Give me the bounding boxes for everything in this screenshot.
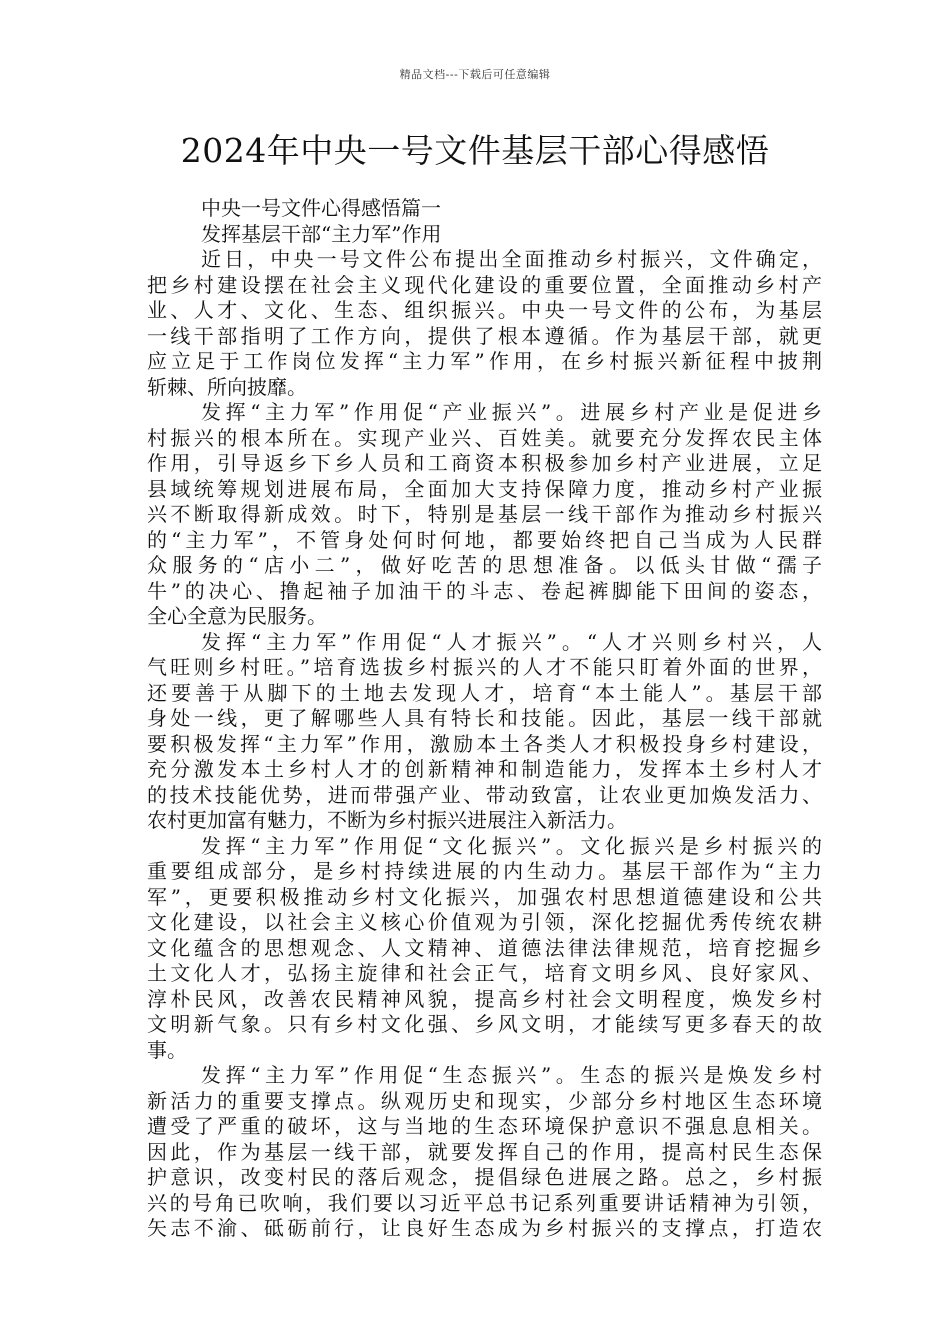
- paragraph-line: 淳朴民风，改善农民精神风貌，提高乡村社会文明程度，焕发乡村: [147, 986, 822, 1011]
- paragraph-line: 作用，引导返乡下乡人员和工商资本积极参加乡村产业进展，立足: [147, 451, 822, 475]
- paragraph-line: 要积极发挥“主力军”作用，激励本土各类人才积极投身乡村建设，: [147, 731, 822, 756]
- paragraph-line: 一线干部指明了工作方向，提供了根本遵循。作为基层干部，就更: [147, 323, 822, 348]
- document-body: [147, 196, 822, 1242]
- paragraph-line: 牛”的决心、撸起袖子加油干的斗志、卷起裤脚能下田间的姿态，: [147, 578, 822, 603]
- paragraph-line: 军”，更要积极推动乡村文化振兴，加强农村思想道德建设和公共: [147, 884, 822, 909]
- paragraph-line: 文明新气象。只有乡村文化强、乡风文明，才能续写更多春天的故: [147, 1012, 822, 1036]
- paragraph: [147, 630, 822, 834]
- subheading-article: 中央一号文件心得感悟篇一: [201, 196, 441, 220]
- paragraph-line: 发挥“主力军”作用促“文化振兴”。文化振兴是乡村振兴的: [201, 833, 822, 858]
- paragraph-line: 兴不断取得新成效。时下，特别是基层一线干部作为推动乡村振兴: [147, 502, 822, 526]
- paragraph-line: 众服务的“店小二”，做好吃苦的思想准备。以低头甘做“孺子: [147, 553, 822, 577]
- document-title: 2024年中央一号文件基层干部心得感悟: [180, 131, 770, 170]
- subheading-topic: 发挥基层干部“主力军”作用: [201, 221, 442, 246]
- paragraph-line: 业、人才、文化、生态、组织振兴。中央一号文件的公布，为基层: [147, 298, 822, 322]
- paragraph-line: 发挥“主力军”作用促“人才振兴”。“人才兴则乡村兴，人: [201, 629, 822, 654]
- paragraph-line: 农村更加富有魅力，不断为乡村振兴进展注入新活力。: [147, 808, 627, 832]
- paragraph-line: 斩棘、所向披靡。: [147, 374, 307, 399]
- paragraph: [147, 400, 822, 630]
- paragraph-line: 遭受了严重的破坏，这与当地的生态环境保护意识不强息息相关。: [147, 1114, 822, 1138]
- paragraph-line: 应立足于工作岗位发挥“主力军”作用，在乡村振兴新征程中披荆: [147, 349, 822, 373]
- paragraph: [147, 834, 822, 1064]
- paragraph-line: 还要善于从脚下的土地去发现人才，培育“本土能人”。基层干部: [147, 680, 822, 705]
- paragraph-line: 矢志不渝、砥砺前行，让良好生态成为乡村振兴的支撑点，打造农: [147, 1216, 822, 1240]
- paragraph-line: 护意识，改变村民的落后观念，提倡绿色进展之路。总之，乡村振: [147, 1165, 822, 1189]
- paragraph-line: 新活力的重要支撑点。纵观历史和现实，少部分乡村地区生态环境: [147, 1088, 822, 1113]
- paragraph-line: 把乡村建设摆在社会主义现代化建设的重要位置，全面推动乡村产: [147, 272, 822, 297]
- paragraph-line: 发挥“主力军”作用促“生态振兴”。生态的振兴是焕发乡村: [201, 1063, 822, 1087]
- header-note: 精品文档---下载后可任意编辑: [399, 68, 551, 81]
- paragraph-line: 身处一线，更了解哪些人具有特长和技能。因此，基层一线干部就: [147, 706, 822, 730]
- paragraph-line: 事。: [147, 1037, 187, 1062]
- paragraph-line: 全心全意为民服务。: [147, 604, 327, 628]
- paragraph-line: 文化蕴含的思想观念、人文精神、道德法律法律规范，培育挖掘乡: [147, 935, 822, 960]
- paragraph-line: 土文化人才，弘扬主旋律和社会正气，培育文明乡风、良好家风、: [147, 961, 822, 985]
- paragraph-line: 文化建设，以社会主义核心价值观为引领，深化挖掘优秀传统农耕: [147, 910, 822, 934]
- paragraph-line: 因此，作为基层一线干部，就要发挥自己的作用，提高村民生态保: [147, 1139, 822, 1164]
- paragraph-line: 气旺则乡村旺。”培育选拔乡村振兴的人才不能只盯着外面的世界，: [147, 655, 822, 679]
- paragraph-line: 的技术技能优势，进而带强产业、带动致富，让农业更加焕发活力、: [147, 782, 822, 807]
- paragraph-line: 村振兴的根本所在。实现产业兴、百姓美。就要充分发挥农民主体: [147, 425, 822, 450]
- paragraph-line: 发挥“主力军”作用促“产业振兴”。进展乡村产业是促进乡: [201, 400, 822, 424]
- paragraph-line: 县域统筹规划进展布局，全面加大支持保障力度，推动乡村产业振: [147, 476, 822, 501]
- paragraph-line: 充分激发本土乡村人才的创新精神和制造能力，发挥本土乡村人才: [147, 757, 822, 781]
- paragraph-line: 兴的号角已吹响，我们要以习近平总书记系列重要讲话精神为引领，: [147, 1190, 822, 1215]
- paragraph-line: 近日，中央一号文件公布提出全面推动乡村振兴，文件确定，: [201, 247, 822, 271]
- paragraph: [147, 247, 822, 400]
- paragraph: [147, 1063, 822, 1242]
- paragraph-line: 重要组成部分，是乡村持续进展的内生动力。基层干部作为“主力: [147, 859, 822, 883]
- paragraph-line: 的“主力军”，不管身处何时何地，都要始终把自己当成为人民群: [147, 527, 822, 552]
